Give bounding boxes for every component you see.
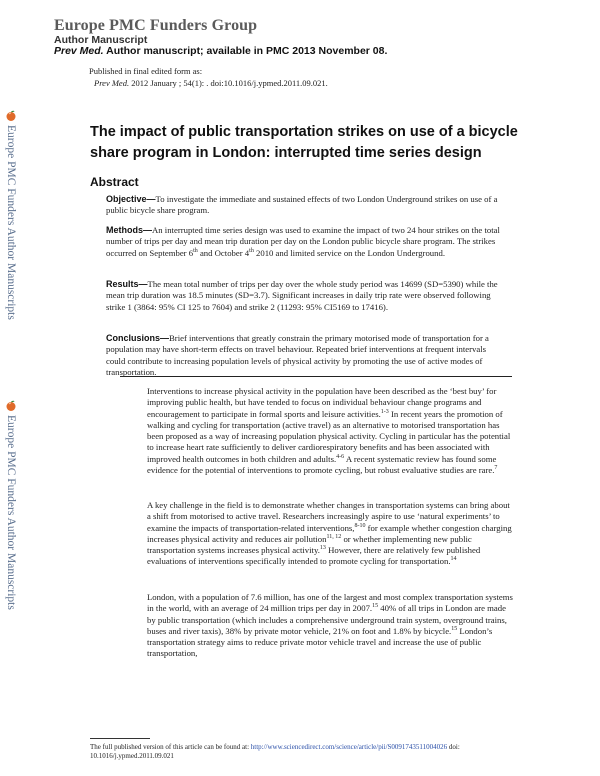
europe-pmc-logo-icon [5,400,17,412]
paragraph-text: for example whether congestion charging increases physical activity and reduces air pollution [147,522,512,544]
reference-marker[interactable]: 14 [450,556,457,563]
methods-sup: th [193,247,198,254]
footnote-divider [90,738,150,739]
footnote-doi: doi: 10.1016/j.ypmed.2011.09.021 [90,743,460,760]
objective-label: Objective— [106,194,156,204]
article-link[interactable]: http://www.sciencedirect.com/science/article/pii/S0091743511004026 [250,743,448,751]
availability-text: Author manuscript; available in PMC 2013 November 08. [106,45,388,57]
objective-text: To investigate the immediate and sustained effects of two London Underground strikes on use of a public bicycle share program. [106,194,498,216]
funders-group-title: Europe PMC Funders Group [54,17,258,34]
reference-marker[interactable]: 4-6 [336,453,345,460]
reference-marker[interactable]: 8-10 [354,522,366,529]
methods-text: An interrupted time series design was used to examine the impact of two 24 hour strikes on the total number of trips per day and mean trip duration per day on the London public bicycle share program. The strikes occurred on September 6 [106,225,500,258]
paragraph-text: A key challenge in the field is to demonstrate whether changes in transportation systems can bring about a shift from motorised to active travel. Researchers increasingly aspire to use ‘natural experiments’ to examine the impacts of transportation-related interventions, [147,500,510,533]
body-paragraph-1 [147,386,515,476]
reference-marker[interactable]: 15 [451,626,458,632]
methods-text: and October 4 [197,247,250,258]
paragraph-text: A recent systematic review has found some evidence for the potential of interventions to promote cycling, but robust evaluative studies are rare. [147,453,497,476]
footnote [90,743,530,761]
reference-marker[interactable]: 11, 12 [326,534,342,540]
sidebar-text: Europe PMC Funders Author Manuscripts [5,125,17,320]
citation-journal: Prev Med. [94,78,130,88]
europe-pmc-logo-icon [5,110,17,122]
body-paragraph-2 [147,500,515,568]
paragraph-text: However, there are relatively few published evaluations of interventions specifically intended to promote cycling for transportation. [147,545,481,567]
paragraph-text: London, with a population of 7.6 million, has one of the largest and most complex transportation systems in the world, with an average of 24 million trips per day in 2007. [147,592,513,614]
sidebar-text: Europe PMC Funders Author Manuscripts [5,415,17,610]
abstract-conclusions [106,333,506,378]
abstract-heading: Abstract [90,175,139,189]
citation-details: 2012 January ; 54(1): . doi:10.1016/j.ypmed.2011.09.021. [131,78,328,88]
results-label: Results— [106,279,148,289]
conclusions-text: Brief interventions that greatly constrain the primary motorised mode of transportation for a population may have short-term effects on travel behaviour. Repeated brief interventions at frequent intervals could contribute to increasing population levels of physical activity by promoting the use of active modes of transportation. [106,333,489,377]
paragraph-text: Interventions to increase physical activity in the population have been described as the ‘best buy’ for improving public health, but have tended to focus on individual behaviour change programs and encouragement to participate in formal sports and leisure activities. [147,386,497,419]
reference-marker[interactable]: 15 [372,603,379,610]
reference-marker[interactable]: 1-3 [380,408,389,415]
paragraph-text: In recent years the promotion of walking and cycling for transportation (active travel) as an alternative to motorised transportation has been proposed as a way of increasing population physical activity. Cycling in particular has the potential to increase heart rate sufficiently to deliver cardiorespiratory benefits and has been associated with improved health outcomes in both children and adults. [147,408,511,464]
abstract-objective [106,194,506,217]
paragraph-text: 40% of all trips in London are made by public transportation (which includes a comprehensive underground train system, overground trains, buses and river taxis), 38% by private motor vehicle, 21% on foot and 1.8% by bicycle. [147,603,507,636]
abstract-results [106,279,506,313]
paragraph-text: London’s transportation strategy aims to reduce private motor vehicle travel and increase the use of public transportation, [147,625,493,659]
abstract-methods [106,225,506,259]
results-text: The mean total number of trips per day over the whole study period was 14699 (SD=5390) while the mean trip duration was 18.5 minutes (SD=3.7). Significant increases in daily trip rate were observed following strike 1 (3864: 95% CI 125 to 7604) and strike 2 (11293: 95% CI5169 to 17416). [106,279,498,312]
body-paragraph-3 [147,592,515,660]
methods-text: 2010 and limited service on the London Underground. [253,247,445,258]
abstract-divider [120,376,512,377]
conclusions-label: Conclusions— [106,333,170,343]
paragraph-text: or whether implementing new public transportation systems increases physical activity. [147,533,472,556]
availability-line [54,45,387,57]
reference-marker[interactable]: 13 [319,545,326,552]
methods-label: Methods— [106,225,152,235]
published-form-label: Published in final edited form as: [89,66,203,76]
article-title: The impact of public transportation strikes on use of a bicycle share program in London: interrupted time series design [90,124,518,161]
footnote-lead: The full published version of this article can be found at: [90,743,251,751]
reference-marker[interactable]: 7 [494,465,498,472]
author-manuscript-label: Author Manuscript [54,34,148,46]
citation-line [94,78,328,88]
methods-sup: th [249,247,254,254]
sidebar-banner-bottom [4,400,18,770]
journal-name: Prev Med. [54,45,104,57]
